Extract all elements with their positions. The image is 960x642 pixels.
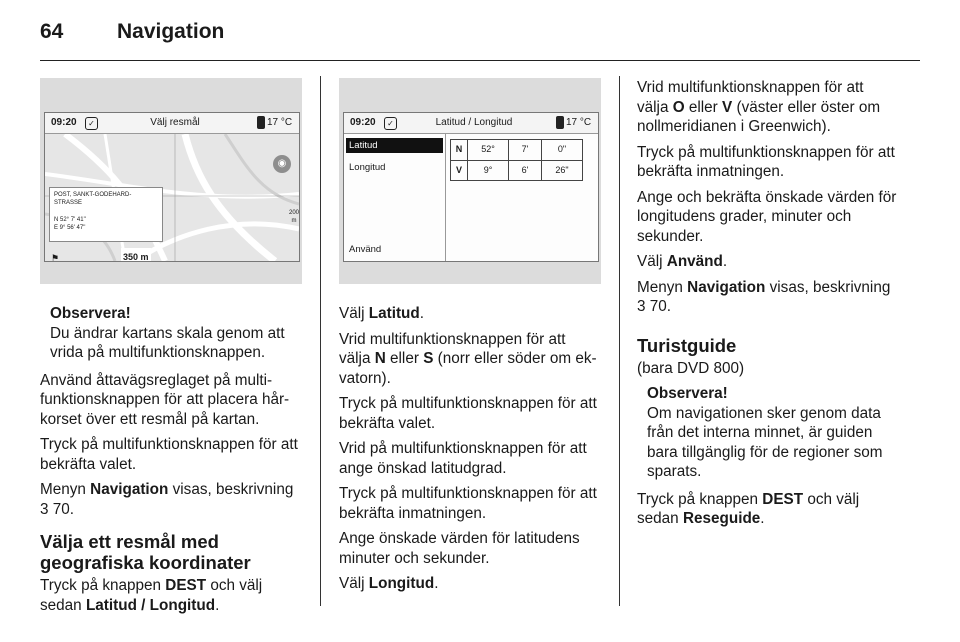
paragraph: Använd åttavägsreglaget på multi‐funktionsknappen för att placera hår‐korset över ett resmål på kartan. bbox=[40, 371, 290, 428]
paragraph bbox=[40, 480, 302, 519]
note-title: Observera! bbox=[647, 385, 728, 402]
text: visas, beskrivning bbox=[168, 481, 294, 498]
menu-name: Navigation bbox=[90, 481, 169, 498]
table-row bbox=[451, 160, 583, 181]
note bbox=[637, 384, 899, 482]
text: Vrid multifunktionsknappen för att välja bbox=[637, 79, 864, 116]
paragraph bbox=[637, 252, 899, 272]
text: Menyn bbox=[637, 278, 688, 296]
screen-title: Välj resmål bbox=[150, 117, 200, 128]
clock: 09:20 bbox=[51, 117, 77, 128]
text: . bbox=[760, 510, 765, 527]
thermometer-icon bbox=[556, 116, 564, 129]
route-icon: ✓ bbox=[384, 117, 397, 130]
compass-icon: ◉ bbox=[273, 155, 291, 173]
screen-title: Latitud / Longitud bbox=[435, 117, 513, 128]
note-text: Om navigationen sker genom data från det interna minnet, är guiden bara tillgänglig för de regioner som sparats. bbox=[647, 404, 883, 480]
coordinate-screen-figure bbox=[339, 78, 601, 284]
text: Menyn bbox=[40, 481, 91, 498]
menu-item-name: Latitud bbox=[368, 305, 420, 322]
note-title: Observera! bbox=[50, 305, 131, 322]
temperature: 17 °C bbox=[566, 117, 592, 128]
status-bar bbox=[344, 113, 598, 134]
paragraph: Ange önskade värden för latitudens minuter och sekunder. bbox=[339, 530, 580, 567]
option-name: N bbox=[374, 350, 386, 367]
page-number: 64 bbox=[40, 20, 64, 43]
column-divider bbox=[619, 76, 620, 606]
text: eller bbox=[385, 350, 424, 367]
column-3 bbox=[637, 78, 899, 535]
longitude-readout: E 9° 56' 47" bbox=[54, 225, 86, 231]
latitude-readout: N 52° 7' 41" bbox=[54, 217, 86, 223]
degrees-cell[interactable]: 52° bbox=[468, 140, 509, 161]
street-name: POST, SANKT-GODEHARD-STRASSE bbox=[54, 192, 132, 206]
button-name: DEST bbox=[165, 577, 207, 594]
paragraph bbox=[339, 330, 601, 389]
seconds-cell[interactable]: 0" bbox=[542, 140, 583, 161]
paragraph: Tryck på multifunktionsknappen för att bekräfta valet. bbox=[339, 395, 597, 432]
column-2 bbox=[339, 78, 601, 600]
paragraph bbox=[339, 304, 601, 324]
column-divider bbox=[320, 76, 321, 606]
page-header bbox=[40, 18, 920, 61]
option-name: V bbox=[722, 98, 733, 116]
section-heading: Turistguide bbox=[637, 334, 737, 356]
paragraph bbox=[637, 78, 899, 137]
note-text: Du ändrar kartans skala genom att vrida på multifunktionsknappen. bbox=[50, 324, 285, 361]
flag-icon: ⚑ bbox=[51, 253, 60, 262]
paragraph bbox=[339, 574, 601, 594]
text: och välj sedan bbox=[40, 577, 263, 614]
map-scale: 350 m bbox=[121, 248, 151, 262]
direction-cell[interactable]: N bbox=[451, 140, 468, 161]
menu-item-use[interactable]: Använd bbox=[349, 244, 382, 255]
page-reference: 3 70. bbox=[40, 500, 75, 518]
note bbox=[40, 304, 302, 363]
table-row bbox=[451, 140, 583, 161]
text: och välj sedan bbox=[637, 490, 860, 527]
text: (väster eller öster om nollmeridianen i Greenwich). bbox=[637, 98, 881, 135]
thermometer-icon bbox=[257, 116, 265, 129]
direction-cell[interactable]: V bbox=[451, 160, 468, 181]
display-screen bbox=[44, 112, 300, 262]
text: . bbox=[434, 575, 439, 592]
route-icon: ✓ bbox=[85, 117, 98, 130]
text: Välj bbox=[339, 305, 369, 322]
text: . bbox=[215, 596, 220, 614]
scale-side-label: 200 m bbox=[289, 210, 300, 224]
menu-name: Navigation bbox=[687, 278, 766, 296]
button-name: DEST bbox=[762, 490, 804, 508]
text: eller bbox=[684, 98, 723, 116]
seconds-cell[interactable]: 26" bbox=[542, 160, 583, 181]
column-1 bbox=[40, 78, 302, 621]
paragraph bbox=[40, 576, 302, 615]
text: . bbox=[419, 305, 424, 322]
menu-item-name: Använd bbox=[666, 253, 723, 270]
page-title: Navigation bbox=[117, 20, 225, 43]
map-view bbox=[45, 134, 299, 261]
menu-item-name: Longitud bbox=[368, 575, 435, 592]
text: (norr eller söder om ek‐vatorn). bbox=[339, 350, 597, 387]
paragraph: Ange och bekräfta önskade värden för longitudens grader, minuter och sekunder. bbox=[637, 188, 897, 245]
option-name: O bbox=[672, 98, 685, 116]
menu-item-name: Reseguide bbox=[682, 510, 761, 527]
section-subtitle: (bara DVD 800) bbox=[637, 359, 745, 377]
section-heading: Välja ett resmål med geografiska koordinater bbox=[40, 531, 251, 573]
option-name: S bbox=[423, 350, 434, 367]
text: Välj bbox=[637, 253, 667, 270]
text: . bbox=[722, 253, 728, 270]
paragraph: Tryck på multifunktionsknappen för att bekräfta inmatningen. bbox=[637, 143, 895, 180]
display-screen bbox=[343, 112, 599, 262]
temperature: 17 °C bbox=[267, 117, 293, 128]
page-reference: 3 70. bbox=[637, 298, 672, 315]
text: Välj bbox=[339, 575, 369, 592]
status-bar bbox=[45, 113, 299, 134]
text: Tryck på knappen bbox=[637, 490, 763, 508]
clock: 09:20 bbox=[350, 117, 376, 128]
minutes-cell[interactable]: 6' bbox=[509, 160, 542, 181]
paragraph: Tryck på multifunktionsknappen för att bekräfta valet. bbox=[40, 436, 298, 473]
coordinate-menu bbox=[344, 134, 446, 261]
minutes-cell[interactable]: 7' bbox=[509, 140, 542, 161]
paragraph: Vrid på multifunktionsknappen för att ange önskad latitudgrad. bbox=[339, 440, 587, 477]
menu-item-longitude[interactable]: Longitud bbox=[349, 162, 386, 173]
text: visas, beskrivning bbox=[765, 278, 891, 296]
coordinate-table bbox=[450, 139, 583, 181]
text: Vrid multifunktionsknappen för att välja bbox=[339, 330, 566, 367]
paragraph bbox=[637, 490, 899, 529]
degrees-cell[interactable]: 9° bbox=[468, 160, 509, 181]
menu-item-name: Latitud / Longitud bbox=[85, 596, 216, 614]
map-screen-figure bbox=[40, 78, 302, 284]
paragraph bbox=[637, 278, 899, 317]
paragraph: Tryck på multifunktionsknappen för att bekräfta inmatningen. bbox=[339, 485, 597, 522]
menu-item-latitude[interactable]: Latitud bbox=[346, 138, 443, 153]
text: Tryck på knappen bbox=[40, 577, 166, 594]
position-info-card bbox=[49, 187, 163, 242]
